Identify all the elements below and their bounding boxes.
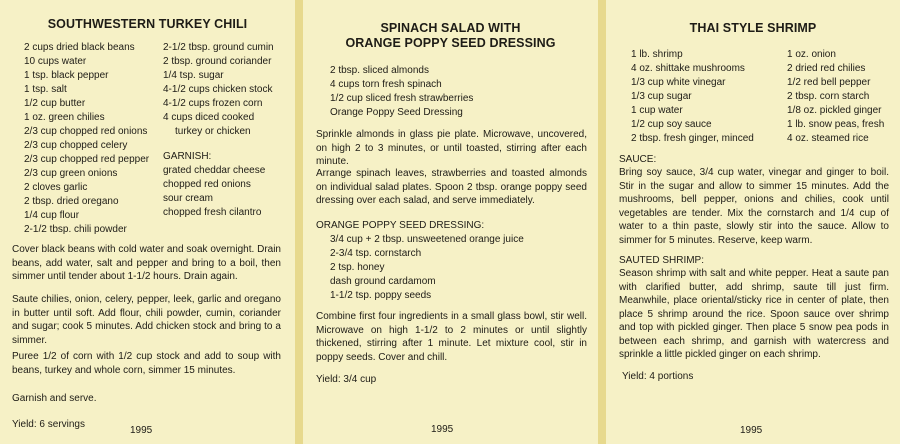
recipe-title: THAI STYLE SHRIMP <box>689 21 817 35</box>
year-label: 1995 <box>740 425 763 436</box>
ingredient: 10 cups water <box>24 56 87 67</box>
ingredient: 2 dried red chilies <box>787 63 866 74</box>
recipe-card-southwestern-turkey-chili <box>0 0 295 444</box>
dressing-ingredient: 2 tsp. honey <box>330 262 385 273</box>
year-label: 1995 <box>130 425 153 436</box>
directions-paragraph: Cover black beans with cold water and soak overnight. Drain beans, add water, salt and pepper and bring to a boil, then simmer until tender about 1-1/2 hours. Drain again. <box>12 244 281 282</box>
ingredient: 4-1/2 cups frozen corn <box>163 98 263 109</box>
dressing-directions: Combine first four ingredients in a small glass bowl, stir well. Microwave on high 1-1/2 to 2 minutes or until slightly thickened, stirring after 1 minute. Let mixture cool, stir in poppy seeds. Cover and chill. <box>316 311 587 363</box>
ingredient: 2 tbsp. corn starch <box>787 91 870 102</box>
shrimp-heading: SAUTED SHRIMP: <box>619 255 705 266</box>
ingredient: 1 lb. snow peas, fresh <box>787 119 885 130</box>
ingredient: 1/8 oz. pickled ginger <box>787 105 882 116</box>
ingredient: 4 oz. steamed rice <box>787 133 869 144</box>
ingredient: 1 lb. shrimp <box>631 49 683 60</box>
ingredient: 2 tbsp. dried oregano <box>24 196 119 207</box>
card-divider <box>598 0 606 444</box>
garnish-item: chopped fresh cilantro <box>163 207 262 218</box>
recipe-card-spinach-salad <box>303 0 598 444</box>
ingredient: 2/3 cup chopped red onions <box>24 126 148 137</box>
ingredient: 1/2 cup soy sauce <box>631 119 712 130</box>
sauce-heading: SAUCE: <box>619 154 657 165</box>
ingredient: 2-1/2 tbsp. chili powder <box>24 224 127 235</box>
ingredient: 2/3 cup chopped celery <box>24 140 128 151</box>
card-divider <box>295 0 303 444</box>
ingredient: 1 tsp. black pepper <box>24 70 109 81</box>
ingredient: 1 oz. green chilies <box>24 112 105 123</box>
dressing-heading: ORANGE POPPY SEED DRESSING: <box>316 220 485 231</box>
ingredient: 4 oz. shittake mushrooms <box>631 63 745 74</box>
recipe-yield: Yield: 4 portions <box>622 371 694 382</box>
garnish-item: grated cheddar cheese <box>163 165 266 176</box>
recipe-title: SOUTHWESTERN TURKEY CHILI <box>47 17 248 31</box>
ingredient: 2/3 cup chopped red pepper <box>24 154 150 165</box>
ingredient: 2-1/2 tbsp. ground cumin <box>163 42 274 53</box>
garnish-item: chopped red onions <box>163 179 251 190</box>
recipe-subtitle: ORANGE POPPY SEED DRESSING <box>345 36 556 50</box>
ingredient: turkey or chicken <box>175 126 251 137</box>
ingredient: 1 oz. onion <box>787 49 836 60</box>
sauce-directions: Bring soy sauce, 3/4 cup water, vinegar and ginger to boil. Stir in the sugar and allow to simmer 15 minutes. Add the mushrooms, bell pepper, onions and chilies, cook until vegetables are tender. Mix the cornstarch and 1/4 cup of water to a thin paste, slowly stir into the sauce. Allow to simmer for 5 minutes. Reserve, keep warm. <box>619 167 889 246</box>
dressing-ingredient: dash ground cardamom <box>330 276 436 287</box>
dressing-ingredient: 2-3/4 tsp. cornstarch <box>330 248 422 259</box>
ingredient: 4-1/2 cups chicken stock <box>163 84 273 95</box>
ingredient: 1 cup water <box>631 105 683 116</box>
directions-paragraph: Arrange spinach leaves, strawberries and toasted almonds on individual salad plates. Spoon 2 tbsp. orange poppy seed dressing over each salad, and serve immediately. <box>316 168 587 206</box>
recipe-card-thai-style-shrimp <box>606 0 900 444</box>
ingredient: 1/4 cup flour <box>24 210 80 221</box>
dressing-ingredient: 3/4 cup + 2 tbsp. unsweetened orange juice <box>330 234 524 245</box>
ingredient: 4 cups torn fresh spinach <box>330 79 442 90</box>
year-label: 1995 <box>431 424 454 435</box>
directions-paragraph: Sprinkle almonds in glass pie plate. Microwave, uncovered, on high 2 to 3 minutes, or until toasted, stirring after each minute. <box>316 129 587 167</box>
ingredient: 1 tsp. salt <box>24 84 67 95</box>
ingredient: 1/3 cup sugar <box>631 91 692 102</box>
directions-paragraph: Saute chilies, onion, celery, pepper, leek, garlic and oregano in butter until soft. Add flour, chili powder, cumin, coriander and sugar; cook 5 minutes. Add chicken stock and bring to a simmer. <box>12 294 281 346</box>
shrimp-directions: Season shrimp with salt and white pepper. Heat a saute pan with clarified butter, add shrimp, saute till just firm. Meanwhile, place oriental/sticky rice in center of plate, then place 5 shrimp around the rice. Spoon sauce over shrimp and top with pickled ginger. Then place 5 snow pea pods in between each shrimp, and garnish with watercress and sprinkle a little pickled ginger on each shrimp. <box>619 268 889 360</box>
recipe-title: SPINACH SALAD WITH <box>380 21 521 35</box>
ingredient: 2 cups dried black beans <box>24 42 135 53</box>
ingredient: 2 tbsp. sliced almonds <box>330 65 429 76</box>
ingredient: 1/4 tsp. sugar <box>163 70 224 81</box>
ingredient: 4 cups diced cooked <box>163 112 255 123</box>
dressing-ingredient: 1-1/2 tsp. poppy seeds <box>330 290 432 301</box>
recipe-yield: Yield: 3/4 cup <box>316 374 377 385</box>
ingredient: 2 cloves garlic <box>24 182 88 193</box>
ingredient: 2 tbsp. fresh ginger, minced <box>631 133 754 144</box>
recipe-yield: Yield: 6 servings <box>12 419 85 430</box>
garnish-item: sour cream <box>163 193 214 204</box>
directions-paragraph: Puree 1/2 of corn with 1/2 cup stock and add to soup with beans, turkey and whole corn, simmer 15 minutes. <box>12 351 281 376</box>
ingredient: 1/2 red bell pepper <box>787 77 871 88</box>
ingredient: 1/2 cup sliced fresh strawberries <box>330 93 474 104</box>
ingredient: 2/3 cup green onions <box>24 168 118 179</box>
ingredient: 1/3 cup white vinegar <box>631 77 726 88</box>
ingredient: Orange Poppy Seed Dressing <box>330 107 463 118</box>
ingredient: 2 tbsp. ground coriander <box>163 56 272 67</box>
garnish-heading: GARNISH: <box>163 151 212 162</box>
ingredient: 1/2 cup butter <box>24 98 86 109</box>
directions-paragraph: Garnish and serve. <box>12 393 97 404</box>
